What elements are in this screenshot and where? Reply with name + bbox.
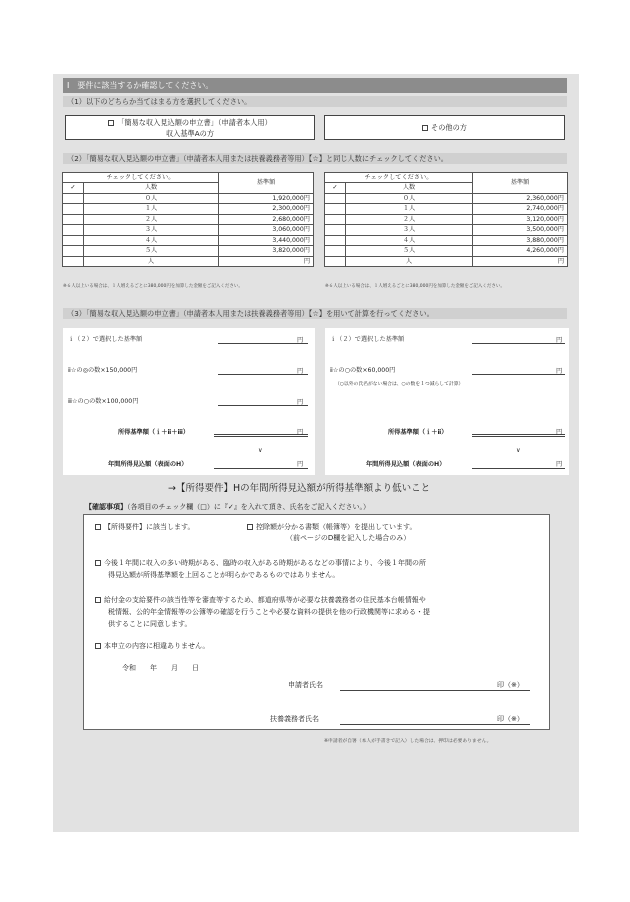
row-amount: 2,740,000円 — [473, 204, 568, 215]
confirm-item-1b[interactable] — [247, 522, 416, 534]
yen-unit: 円 — [297, 337, 304, 344]
table-header-amount: 基準額 — [219, 173, 314, 194]
date-field[interactable]: 令和 年 月 日 — [122, 664, 199, 672]
row-checkbox[interactable] — [63, 246, 84, 257]
confirm-checkbox[interactable] — [247, 524, 253, 530]
calc-row-base: ｉ（２）で選択した基準額 — [68, 336, 143, 343]
row-amount: 3,500,000円 — [473, 225, 568, 236]
confirm-item-2[interactable] — [95, 558, 426, 570]
confirm-heading-label: 【確認事項】 — [85, 503, 127, 511]
calc-row-circle: ⅱ☆の○の数×60,000円 — [330, 367, 396, 374]
table-row[interactable] — [63, 246, 314, 257]
row-people: ４人 — [84, 235, 219, 246]
confirm-item-1a[interactable] — [95, 522, 194, 534]
table-row[interactable] — [325, 235, 568, 246]
row-people-input[interactable]: 人 — [84, 256, 219, 267]
annual-income-field[interactable] — [472, 468, 565, 469]
row-amount: 2,360,000円 — [473, 193, 568, 204]
amount-field[interactable] — [472, 343, 565, 344]
row-checkbox[interactable] — [325, 246, 346, 257]
row-checkbox[interactable] — [63, 214, 84, 225]
table-header-check: チェックしてください。 — [63, 173, 219, 183]
row-amount: 3,820,000円 — [219, 246, 314, 257]
calc-row-double-circle: ⅱ☆の◎の数×150,000円 — [68, 367, 138, 374]
check-mark-icon: ✓ — [325, 183, 346, 194]
calc-row-base: ｉ（２）で選択した基準額 — [330, 336, 405, 343]
confirm-checkbox[interactable] — [95, 560, 101, 566]
table-row[interactable] — [63, 225, 314, 236]
row-checkbox[interactable] — [325, 193, 346, 204]
question-1: （1）以下のどちらか当てはまる方を選択してください。 — [63, 96, 567, 107]
row-people: ５人 — [84, 246, 219, 257]
table-row[interactable] — [325, 214, 568, 225]
yen-unit: 円 — [297, 429, 304, 436]
row-amount: 3,440,000円 — [219, 235, 314, 246]
yen-unit: 円 — [297, 368, 304, 375]
option-a-checkbox[interactable] — [108, 120, 114, 126]
calc-panel-right — [325, 328, 569, 475]
row-checkbox[interactable] — [325, 214, 346, 225]
yen-unit: 円 — [556, 368, 563, 375]
confirm-item-text: 税情報、公的年金情報等の公簿等の確認を行うことや必要な資料の提供を他の行政機関等に求める・提 — [108, 608, 430, 616]
table-row[interactable] — [325, 246, 568, 257]
seal-mark: 印（※） — [497, 681, 524, 689]
income-threshold-field[interactable] — [472, 434, 565, 437]
confirm-item-text: 得見込額が所得基準額を上回ることが明らかであるものではありません。 — [108, 571, 340, 579]
row-people-input[interactable]: 人 — [346, 256, 473, 267]
amount-field[interactable] — [218, 374, 308, 375]
row-amount-input[interactable]: 円 — [473, 256, 568, 267]
row-people: ３人 — [346, 225, 473, 236]
question-2: （2）「簡易な収入見込額の申立書」（申請者本人用または扶養義務者等用）【☆】と同じ人数にチェックしてください。 — [63, 153, 567, 164]
row-checkbox[interactable] — [325, 225, 346, 236]
comparison-symbol: ∨ — [516, 447, 521, 454]
row-people: ０人 — [346, 193, 473, 204]
table-row[interactable] — [325, 225, 568, 236]
amount-field[interactable] — [218, 343, 308, 344]
confirm-item-text: 供することに同意します。 — [108, 620, 192, 628]
option-b-checkbox[interactable] — [422, 125, 428, 131]
row-amount: 2,300,000円 — [219, 204, 314, 215]
confirm-item-text: 給付金の支給要件の該当性等を審査等するため、都道府県等が必要な扶養義務者の住民基本台帳情報や — [104, 596, 426, 604]
section-heading: Ⅰ 要件に該当するか確認してください。 — [63, 78, 567, 93]
table-row[interactable] — [63, 214, 314, 225]
income-threshold-label: 所得基準額（ｉ＋ⅱ） — [388, 429, 448, 436]
comparison-symbol: ∨ — [258, 447, 263, 454]
row-checkbox[interactable] — [325, 204, 346, 215]
row-people: １人 — [346, 204, 473, 215]
table-row[interactable] — [325, 193, 568, 204]
footnote: ※申請者が自署（本人が手書きで記入）した場合は、押印は必要ありません。 — [324, 739, 492, 744]
confirm-checkbox[interactable] — [95, 597, 101, 603]
confirm-item-1b-sub: （前ページのD欄を記入した場合のみ） — [286, 534, 411, 542]
row-amount: 3,060,000円 — [219, 225, 314, 236]
row-checkbox[interactable] — [63, 225, 84, 236]
yen-unit: 円 — [556, 461, 563, 468]
row-checkbox[interactable] — [63, 235, 84, 246]
yen-unit: 円 — [297, 461, 304, 468]
confirm-heading-instructions: （各項目のチェック欄（□）に『✓』を入れて頂き、氏名をご記入ください。） — [127, 503, 370, 511]
confirm-item-text: 今後１年間に収入の多い時期がある、臨時の収入がある時期があるなどの事情により、今後１年間の所 — [104, 559, 426, 567]
table-row[interactable] — [63, 235, 314, 246]
row-people: ２人 — [346, 214, 473, 225]
row-checkbox[interactable] — [63, 256, 84, 267]
row-amount: 3,120,000円 — [473, 214, 568, 225]
confirm-checkbox[interactable] — [95, 643, 101, 649]
table-header-people: 人数 — [346, 183, 473, 194]
table-row[interactable] — [63, 193, 314, 204]
row-people: ５人 — [346, 246, 473, 257]
row-people: ３人 — [84, 225, 219, 236]
row-checkbox[interactable] — [325, 235, 346, 246]
option-a-box[interactable] — [65, 115, 315, 140]
table-header-amount: 基準額 — [473, 173, 568, 194]
table-row[interactable] — [63, 204, 314, 215]
table-note: ※６人以上いる場合は、１人増えるごとに380,000円を加算した金額をご記入ください。 — [325, 284, 505, 289]
threshold-table-right — [324, 172, 568, 267]
yen-unit: 円 — [556, 337, 563, 344]
row-amount: 1,920,000円 — [219, 193, 314, 204]
row-people: １人 — [84, 204, 219, 215]
question-3: （3）「簡易な収入見込額の申立書」（申請者本人用または扶養義務者等用）【☆】を用いて計算を行ってください。 — [63, 308, 567, 319]
table-row[interactable] — [63, 256, 314, 267]
row-amount-input[interactable]: 円 — [219, 256, 314, 267]
confirm-heading — [85, 502, 370, 512]
option-b-label: その他の方 — [431, 123, 467, 132]
amount-field[interactable] — [218, 405, 308, 406]
applicant-name-label: 申請者氏名 — [288, 681, 323, 689]
income-requirement-text: →【所得要件】Hの年間所得見込額が所得基準額より低いこと — [168, 483, 431, 494]
table-note: ※６人以上いる場合は、１人増えるごとに380,000円を加算した金額をご記入ください。 — [63, 284, 243, 289]
seal-mark: 印（※） — [497, 715, 524, 723]
annual-income-label: 年間所得見込額（表面のH） — [366, 461, 446, 468]
dependent-name-label: 扶養義務者氏名 — [270, 715, 319, 723]
confirm-item-4[interactable] — [95, 641, 209, 653]
option-a-label-2: 収入基準Aの方 — [165, 128, 215, 138]
table-header-people: 人数 — [84, 183, 219, 194]
table-header-check: チェックしてください。 — [325, 173, 473, 183]
option-a-label-1: 「簡易な収入見込額の申立書」（申請者本人用） — [117, 117, 272, 127]
row-people: ０人 — [84, 193, 219, 204]
confirm-item-text: 本申立の内容に相違ありません。 — [104, 642, 210, 650]
row-amount: 4,260,000円 — [473, 246, 568, 257]
threshold-table-left — [62, 172, 314, 267]
table-row[interactable] — [325, 256, 568, 267]
row-checkbox[interactable] — [325, 256, 346, 267]
row-checkbox[interactable] — [63, 193, 84, 204]
option-b-box[interactable] — [324, 115, 565, 140]
yen-unit: 円 — [297, 399, 304, 406]
confirm-item-text: 【所得要件】に該当します。 — [104, 523, 195, 531]
confirm-item-3[interactable] — [95, 595, 426, 607]
row-amount: 3,880,000円 — [473, 235, 568, 246]
table-row[interactable] — [325, 204, 568, 215]
calc-row-circle: ⅲ☆の○の数×100,000円 — [68, 398, 139, 405]
confirm-checkbox[interactable] — [95, 524, 101, 530]
income-threshold-field[interactable] — [214, 434, 308, 437]
annual-income-field[interactable] — [214, 468, 308, 469]
amount-field[interactable] — [472, 374, 565, 375]
check-mark-icon: ✓ — [63, 183, 84, 194]
row-amount: 2,680,000円 — [219, 214, 314, 225]
calc-note: （○以外の氏名がない場合は、○の数を１つ減らして計算） — [335, 382, 464, 387]
row-checkbox[interactable] — [63, 204, 84, 215]
yen-unit: 円 — [556, 429, 563, 436]
confirm-item-text: 控除額が分かる書類（帳簿等）を提出しています。 — [256, 523, 417, 531]
annual-income-label: 年間所得見込額（表面のH） — [108, 461, 188, 468]
income-threshold-label: 所得基準額（ｉ＋ⅱ＋ⅲ） — [118, 429, 190, 436]
row-people: ４人 — [346, 235, 473, 246]
row-people: ２人 — [84, 214, 219, 225]
